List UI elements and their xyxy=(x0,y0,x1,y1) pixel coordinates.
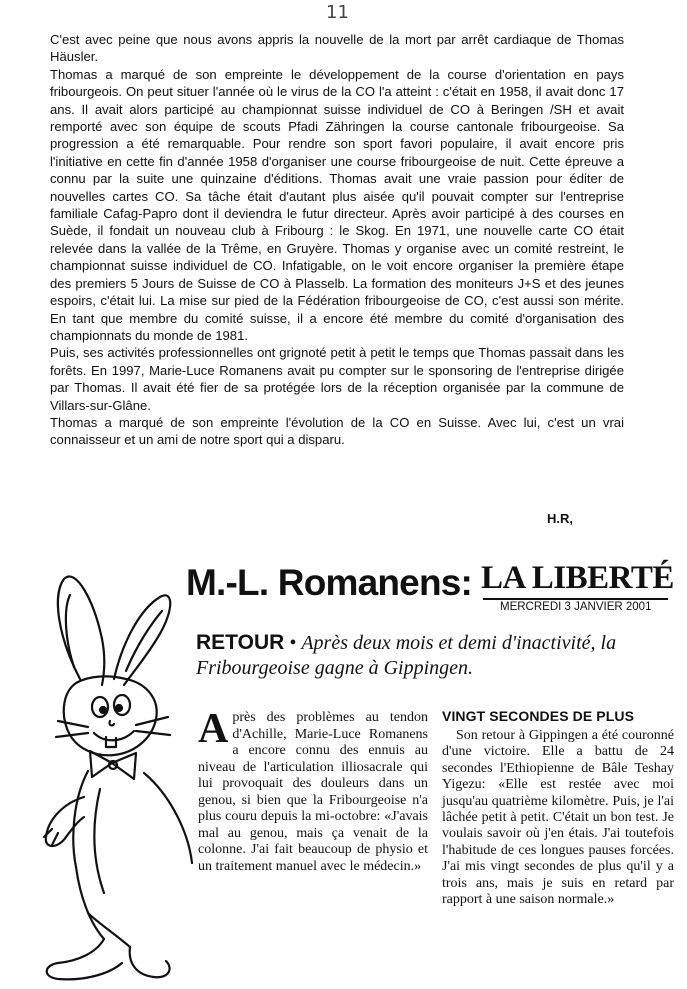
dropcap: A xyxy=(198,706,229,752)
obituary-paragraph: Thomas a marqué de son empreinte l'évolution de la CO en Suisse. Avec lui, c'est un vrai connaisseur et un ami de notre sport qui a disparu. xyxy=(50,414,624,448)
article-right-column xyxy=(442,708,674,908)
obituary-paragraph: C'est avec peine que nous avons appris la nouvelle de la mort par arrêt cardiaque de Thomas Häusler. xyxy=(50,32,624,65)
lead-paragraph xyxy=(196,630,676,681)
subheading: VINGT SECONDES DE PLUS xyxy=(442,708,635,724)
obituary-paragraph: Puis, ses activités professionnelles ont grignoté petit à petit le temps que Thomas passait dans les forêts. En 1997, Marie-Luce Romanens avait pu compter sur le sponsoring de l'entreprise dirigée par Thomas. Il avait été fier de sa protégée lors de la réception organisée par la commune de Villars-sur-Glâne. xyxy=(50,345,624,413)
separator-bullet: • xyxy=(289,632,297,654)
deck-text: Après deux mois et demi d'inactivité, la Fribourgeoise gagne à Gippingen. xyxy=(196,632,617,679)
publication-date: MERCREDI 3 JANVIER 2001 xyxy=(500,601,652,613)
article-left-column xyxy=(198,706,428,875)
kicker: RETOUR xyxy=(196,631,285,654)
obituary-paragraph: Thomas a marqué de son empreinte le développement de la course d'orientation en pays fribourgeois. On peut situer l'année où le virus de la CO l'a atteint : c'était en 1958, il avait donc 17 ans. Il avait alors participé au championnat suisse individuel de CO à Beringen /SH et avait remporté avec son équipe de scouts Pfadi Zähringen la course cantonale fribourgeoise. Sa progression a été remarquable. Pour rendre son sport favori populaire, il avait encore pris l'initiative en cette fin d'année 1958 d'organiser une course fribourgeoise de nuit. Cette épreuve a connu par la suite une quinzaine d'éditions. Thomas avait une vraie passion pour éditer de nouvelles cartes CO. Sa tâche était d'autant plus aisée qu'il pouvait compter sur l'entreprise familiale Cafag-Papro dont il deviendra le futur directeur. Après avoir participé à des courses en Suède, il fondait un nouveau club à Fribourg : le Skog. En 1971, une nouvelle carte CO était relevée dans la vallée de la Trême, en Gruyère. Thomas y organise avec un comité restreint, le championnat suisse individuel de CO. Infatigable, on le voit encore organiser la première étape des premiers 5 Jours de Suisse de CO à Plasselb. La formation des moniteurs J+S et des jeunes espoirs, c'était lui. La mise sur pied de la Fédération fribourgeoise de CO, c'est aussi son mérite. En tant que membre du comité suisse, il a encore été membre du comité d'organisation des championnats du monde de 1981. xyxy=(50,66,624,343)
newspaper-masthead: LA LIBERTÉ xyxy=(481,560,674,596)
author-signature: H.R, xyxy=(547,511,573,526)
clipping-headline: M.-L. Romanens: xyxy=(186,562,473,603)
cartoon-rabbit-icon xyxy=(18,567,208,987)
page-number: 11 xyxy=(326,2,349,23)
left-column-text: près des problèmes au tendon d'Achille, Marie-Luce Romanens a encore connu des ennuis au niveau de l'articulation illiosacrale qui lui provoquait des douleurs dans un genou, si bien que la Fribourgeoise n'a plus couru depuis la mi-octobre: «J'avais mal au genou, mais ça venait de la colonne. J'ai fait beaucoup de physio et un traitement manuel avec le médecin.» xyxy=(198,710,428,874)
obituary-article xyxy=(50,31,624,449)
date-rule xyxy=(483,598,668,600)
right-column-text: Son retour à Gippingen a été couronné d'une victoire. Elle a battu de 24 secondes l'Ethiopienne de Bâle Teshay Yigezu: «Elle est restée avec moi jusqu'au quatrième kilomètre. Puis, je l'ai lâchée petit à petit. C'était un bon test. Je voulais savoir où j'en étais. J'ai toutefois l'habitude de ces longues pauses forcées. J'ai mis vingt secondes de plus qu'il y a trois ans, mais je suis en retard par rapport à une saison normale.» xyxy=(442,728,674,908)
